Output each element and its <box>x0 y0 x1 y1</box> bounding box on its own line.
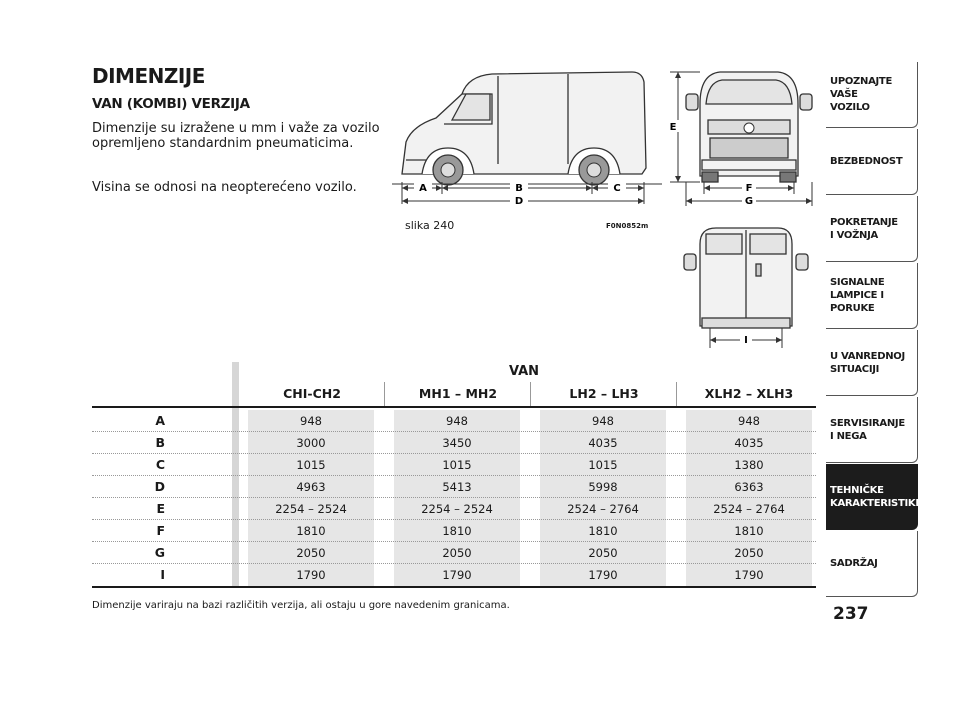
dim-label-b: B <box>515 183 523 194</box>
table-cell: 4035 <box>734 436 764 450</box>
table-cell: 948 <box>592 414 614 428</box>
table-cell: 2524 – 2764 <box>713 502 785 516</box>
column-header: MH1 – MH2 <box>418 386 498 401</box>
table-cell: 5413 <box>442 480 472 494</box>
table-cell: 3450 <box>442 436 472 450</box>
table-cell: 1790 <box>296 568 326 582</box>
chapter-sidebar <box>826 62 922 602</box>
table-cell: 5998 <box>588 480 618 494</box>
van-front-view-figure <box>660 64 820 212</box>
table-cell: 1015 <box>296 458 326 472</box>
table-cell: 1015 <box>442 458 472 472</box>
table-cell: 3000 <box>296 436 326 450</box>
column-separator <box>384 382 385 406</box>
table-cell: 2050 <box>296 546 326 560</box>
row-label: E <box>156 501 165 516</box>
table-cell: 2050 <box>588 546 618 560</box>
table-cell: 948 <box>738 414 760 428</box>
section-subtitle: VAN (KOMBI) VERZIJA <box>92 96 250 112</box>
page-title: DIMENZIJE <box>92 64 205 88</box>
table-cell: 948 <box>300 414 322 428</box>
dimensions-table <box>92 362 816 590</box>
table-cell: 2050 <box>734 546 764 560</box>
table-row <box>92 432 816 454</box>
table-cell: 1810 <box>442 524 472 538</box>
dim-label-i: I <box>744 335 748 346</box>
figure-code: F0N0852m <box>606 222 649 230</box>
brand-badge-icon <box>744 123 754 133</box>
dim-label-g: G <box>744 196 754 207</box>
van-side-view-figure <box>392 64 664 212</box>
row-label: C <box>155 457 165 472</box>
sidebar-item-signalne[interactable]: SIGNALNE LAMPICE I PORUKE <box>826 263 918 329</box>
table-cell: 1015 <box>588 458 618 472</box>
sidebar-item-upoznajte[interactable]: UPOZNAJTE VAŠE VOZILO <box>826 62 918 128</box>
column-separator <box>530 382 531 406</box>
intro-paragraph-height: Visina se odnosi na neopterećeno vozilo. <box>92 180 357 195</box>
sidebar-item-tehnicke[interactable]: TEHNIČKE KARAKTERISTIKE <box>826 464 918 530</box>
table-cell: 2050 <box>442 546 472 560</box>
row-label: I <box>160 567 165 582</box>
table-cell: 1790 <box>588 568 618 582</box>
table-cell: 1810 <box>734 524 764 538</box>
van-rear-view-figure <box>670 222 820 354</box>
table-cell: 4035 <box>588 436 618 450</box>
row-label: B <box>155 435 165 450</box>
table-group-header: VAN <box>508 364 540 379</box>
header-rule <box>92 406 816 408</box>
column-separator <box>676 382 677 406</box>
row-label: D <box>154 479 165 494</box>
dim-label-f: F <box>745 183 753 194</box>
sidebar-item-servisiranje[interactable]: SERVISIRANJE I NEGA <box>826 397 918 463</box>
dim-label-c: C <box>613 183 621 194</box>
table-cell: 2254 – 2524 <box>275 502 347 516</box>
row-label: F <box>156 523 165 538</box>
footnote: Dimenzije variraju na bazi različitih verzija, ali ostaju u gore navedenim granicama. <box>92 600 510 611</box>
table-row <box>92 520 816 542</box>
table-row <box>92 454 816 476</box>
table-row <box>92 542 816 564</box>
table-cell: 1790 <box>734 568 764 582</box>
sidebar-item-bezbednost[interactable]: BEZBEDNOST <box>826 129 918 195</box>
table-row <box>92 564 816 586</box>
table-cell: 4963 <box>296 480 326 494</box>
dim-label-e: E <box>669 122 677 133</box>
dim-label-a: A <box>419 183 427 194</box>
sidebar-item-pokretanje[interactable]: POKRETANJE I VOŽNJA <box>826 196 918 262</box>
sidebar-item-sadrzaj[interactable]: SADRŽAJ <box>826 531 918 597</box>
page-number: 237 <box>833 604 869 624</box>
table-cell: 6363 <box>734 480 764 494</box>
table-cell: 1810 <box>588 524 618 538</box>
table-cell: 1790 <box>442 568 472 582</box>
table-cell: 2254 – 2524 <box>421 502 493 516</box>
dim-label-d: D <box>514 196 524 207</box>
table-cell: 1380 <box>734 458 764 472</box>
row-label: G <box>154 545 165 560</box>
intro-paragraph-units: Dimenzije su izražene u mm i važe za vozilo opremljeno standardnim pneumaticima. <box>92 121 380 151</box>
table-cell: 2524 – 2764 <box>567 502 639 516</box>
table-row <box>92 476 816 498</box>
row-label: A <box>155 413 165 428</box>
table-cell: 948 <box>446 414 468 428</box>
column-header: CHI-CH2 <box>283 386 341 401</box>
table-bottom-rule <box>92 586 816 588</box>
sidebar-item-vanredno[interactable]: U VANREDNOJ SITUACIJI <box>826 330 918 396</box>
column-header: XLH2 – XLH3 <box>704 386 794 401</box>
table-row <box>92 410 816 432</box>
figure-caption: slika 240 <box>405 219 455 232</box>
table-row <box>92 498 816 520</box>
table-cell: 1810 <box>296 524 326 538</box>
column-header: LH2 – LH3 <box>569 386 639 401</box>
